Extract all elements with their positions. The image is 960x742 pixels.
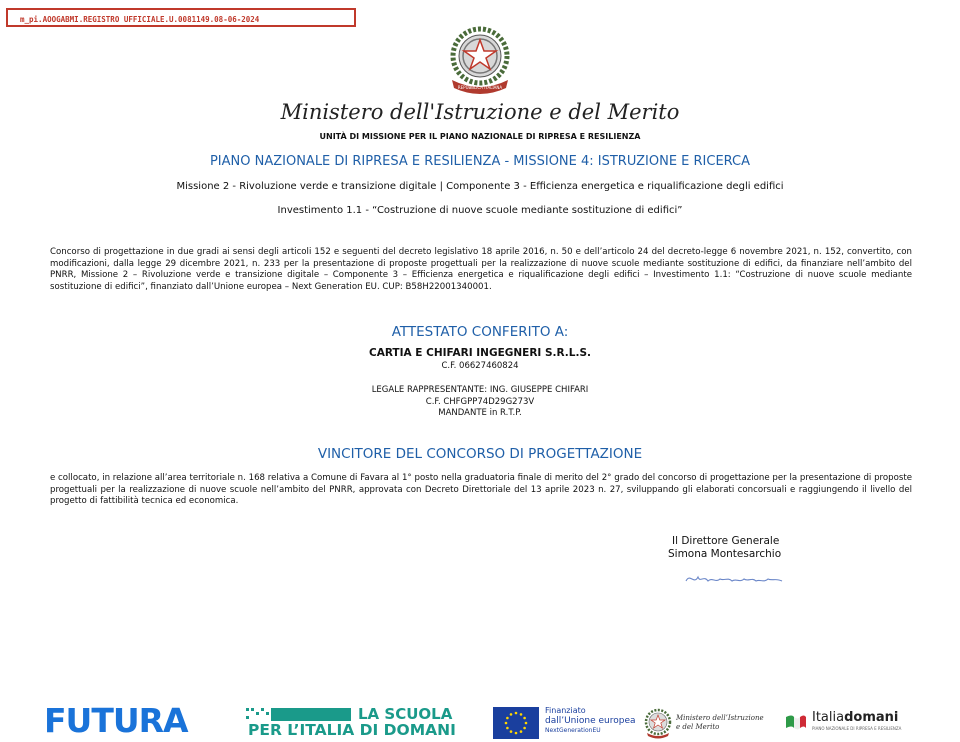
eu-flag-icon bbox=[493, 707, 539, 739]
domani-part: domani bbox=[844, 710, 899, 725]
award-heading: ATTESTATO CONFERITO A: bbox=[391, 324, 569, 340]
company-name: CARTIA E CHIFARI INGEGNERI S.R.L.S. bbox=[368, 347, 592, 359]
ministry-name: Ministero dell'Istruzione e del Merito bbox=[280, 100, 680, 124]
scuola-logo-line1: LA SCUOLA bbox=[358, 705, 453, 723]
futura-logo: FUTURA bbox=[44, 701, 188, 740]
republic-emblem-icon bbox=[446, 22, 514, 96]
mission-line: Missione 2 - Rivoluzione verde e transizione digitale | Componente 3 - Efficienza energetica e riqualificazione degli edifici bbox=[176, 181, 784, 192]
emblem-ribbon-text: REPUBBLICA ITALIANA bbox=[457, 85, 503, 90]
eu-line3: NextGenerationEU bbox=[545, 727, 601, 734]
legal-representative-block bbox=[0, 385, 960, 420]
director-title: Il Direttore Generale bbox=[672, 535, 780, 547]
director-name: Simona Montesarchio bbox=[668, 548, 782, 557]
ministry-small-line2: e del Merito bbox=[676, 723, 720, 731]
italiadomani-logo bbox=[812, 710, 898, 725]
protocol-stamp: m_pi.AOOGABMI.REGISTRO UFFICIALE.U.0081149.08-06-2024 bbox=[6, 8, 356, 27]
intro-paragraph: Concorso di progettazione in due gradi ai sensi degli articoli 152 e seguenti del decreto legislativo 18 aprile 2016, n. 50 e dell’articolo 24 del decreto-legge 6 novembre 2021, n. 152, convertito, con modificazioni, dalla legge 29 dicembre 2021, n. 233 per la presentazione di proposte progettuali per la realizzazione di nuove scuole mediante sostituzione di edifici, da finanziare nell’ambito del PNRR, Missione 2 – Rivoluzione verde e transizione digitale – Componente 3 – Efficienza energetica e riqualificazione degli edifici – Investimento 1.1: “Costruzione di nuove scuole mediante sostituzione di edifici”, finanziato dall’Unione europea – Next Generation EU. CUP: B58H22001340001. bbox=[50, 247, 912, 292]
ministry-small-logo bbox=[676, 714, 764, 732]
handwritten-signature-icon bbox=[684, 569, 794, 589]
winner-heading: VINCITORE DEL CONCORSO DI PROGETTAZIONE bbox=[317, 446, 643, 462]
mission-unit: UNITÀ DI MISSIONE PER IL PIANO NAZIONALE DI RIPRESA E RESILIENZA bbox=[319, 132, 641, 141]
italia-part: Italia bbox=[812, 710, 845, 725]
eu-funding-text bbox=[545, 706, 636, 736]
eu-line2: dall’Unione europea bbox=[545, 716, 636, 726]
investment-line: Investimento 1.1 - “Costruzione di nuove scuole mediante sostituzione di edifici” bbox=[277, 205, 683, 216]
rtp-role: MANDANTE in R.T.P. bbox=[438, 408, 522, 418]
italiadomani-subtitle: PIANO NAZIONALE DI RIPRESA E RESILIENZA bbox=[812, 726, 902, 731]
pnrr-title: PIANO NAZIONALE DI RIPRESA E RESILIENZA - MISSIONE 4: ISTRUZIONE E RICERCA bbox=[209, 154, 751, 169]
italy-flag-icon bbox=[784, 713, 808, 730]
company-tax-code: C.F. 06627460824 bbox=[441, 361, 519, 371]
legal-representative: LEGALE RAPPRESENTANTE: ING. GIUSEPPE CHIFARI bbox=[371, 385, 589, 395]
ministry-emblem-small-icon bbox=[643, 707, 673, 739]
legal-tax-code: C.F. CHFGPP74D29G273V bbox=[425, 396, 535, 407]
eu-line1: Finanziato bbox=[545, 706, 586, 715]
ministry-small-line1: Ministero dell’Istruzione bbox=[676, 714, 764, 722]
winner-paragraph: e collocato, in relazione all’area territoriale n. 168 relativa a Comune di Favara al 1° posto nella graduatoria finale di merito del 2° grado del concorso di progettazione per la presentazione di proposte progettuali per la realizzazione di nuove scuole nell’ambito del PNRR, approvata con Decreto Direttoriale del 13 aprile 2023 n. 27, sviluppando gli elaborati concorsuali e raggiungendo il livello del progetto di fattibilità tecnica ed economica. bbox=[50, 473, 912, 506]
scuola-logo-line2: PER L’ITALIA DI DOMANI bbox=[248, 721, 456, 739]
